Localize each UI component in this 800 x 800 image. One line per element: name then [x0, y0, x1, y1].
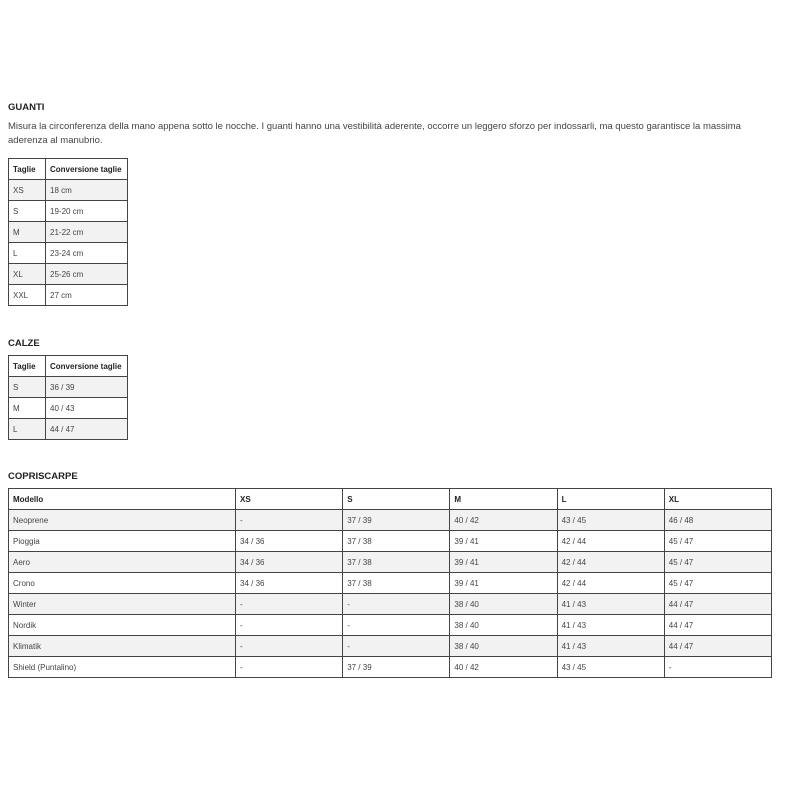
size-cell: - [236, 657, 343, 678]
table-row [9, 573, 772, 594]
size-cell: - [343, 615, 450, 636]
size-cell: M [9, 398, 46, 419]
table-row [9, 594, 772, 615]
table-header-row [9, 159, 128, 180]
size-cell: M [9, 222, 46, 243]
conversion-cell: 19-20 cm [46, 201, 128, 222]
size-cell: - [236, 594, 343, 615]
size-cell: 39 / 41 [450, 552, 557, 573]
table-row [9, 398, 128, 419]
size-cell: 34 / 36 [236, 552, 343, 573]
conversion-cell: 36 / 39 [46, 377, 128, 398]
conversion-cell: 18 cm [46, 180, 128, 201]
column-header: M [450, 489, 557, 510]
model-cell: Winter [9, 594, 236, 615]
table-row [9, 531, 772, 552]
table-row [9, 636, 772, 657]
overshoes-title: COPRISCARPE [8, 471, 78, 482]
size-cell: 37 / 38 [343, 552, 450, 573]
socks-size-table [8, 355, 128, 440]
size-cell: 40 / 42 [450, 510, 557, 531]
column-header: XS [236, 489, 343, 510]
column-header: Conversione taglie [46, 356, 128, 377]
size-cell: 38 / 40 [450, 594, 557, 615]
size-cell: 34 / 36 [236, 573, 343, 594]
model-cell: Shield (Puntalino) [9, 657, 236, 678]
size-cell: - [236, 615, 343, 636]
size-cell: XL [9, 264, 46, 285]
column-header: L [557, 489, 664, 510]
size-cell: L [9, 243, 46, 264]
size-cell: 34 / 36 [236, 531, 343, 552]
model-cell: Klimatik [9, 636, 236, 657]
size-cell: XS [9, 180, 46, 201]
size-cell: 39 / 41 [450, 573, 557, 594]
column-header: Conversione taglie [46, 159, 128, 180]
model-cell: Crono [9, 573, 236, 594]
table-row [9, 243, 128, 264]
table-row [9, 377, 128, 398]
table-header-row [9, 356, 128, 377]
size-cell: 37 / 38 [343, 531, 450, 552]
size-cell: 37 / 38 [343, 573, 450, 594]
table-header-row [9, 489, 772, 510]
conversion-cell: 40 / 43 [46, 398, 128, 419]
size-cell: 37 / 39 [343, 510, 450, 531]
table-row [9, 552, 772, 573]
column-header: Taglie [9, 159, 46, 180]
table-row [9, 419, 128, 440]
size-cell: 37 / 39 [343, 657, 450, 678]
conversion-cell: 44 / 47 [46, 419, 128, 440]
model-cell: Pioggia [9, 531, 236, 552]
size-cell: 40 / 42 [450, 657, 557, 678]
size-cell: 44 / 47 [664, 594, 771, 615]
socks-title: CALZE [8, 338, 40, 349]
size-cell: - [236, 636, 343, 657]
gloves-description: Misura la circonferenza della mano appena sotto le nocche. I guanti hanno una vestibilità aderente, occorre un leggero sforzo per indossarli, ma questo garantisce la massima aderenza al manubrio. [8, 121, 741, 146]
model-cell: Aero [9, 552, 236, 573]
size-cell: S [9, 377, 46, 398]
size-cell: 45 / 47 [664, 573, 771, 594]
gloves-size-table [8, 158, 128, 306]
column-header: Taglie [9, 356, 46, 377]
size-cell: 38 / 40 [450, 636, 557, 657]
column-header: S [343, 489, 450, 510]
table-row [9, 657, 772, 678]
size-cell: 44 / 47 [664, 615, 771, 636]
overshoes-size-table [8, 488, 772, 678]
conversion-cell: 25-26 cm [46, 264, 128, 285]
conversion-cell: 23-24 cm [46, 243, 128, 264]
column-header: XL [664, 489, 771, 510]
conversion-cell: 21-22 cm [46, 222, 128, 243]
size-cell: S [9, 201, 46, 222]
size-cell: 39 / 41 [450, 531, 557, 552]
table-row [9, 201, 128, 222]
size-cell: XXL [9, 285, 46, 306]
table-row [9, 285, 128, 306]
size-cell: 43 / 45 [557, 657, 664, 678]
size-cell: 46 / 48 [664, 510, 771, 531]
table-row [9, 510, 772, 531]
table-row [9, 615, 772, 636]
gloves-title: GUANTI [8, 102, 45, 113]
model-cell: Nordik [9, 615, 236, 636]
size-cell: - [343, 594, 450, 615]
size-cell: 41 / 43 [557, 636, 664, 657]
size-cell: 42 / 44 [557, 573, 664, 594]
size-cell: 42 / 44 [557, 552, 664, 573]
column-header: Modello [9, 489, 236, 510]
table-row [9, 180, 128, 201]
conversion-cell: 27 cm [46, 285, 128, 306]
size-cell: 41 / 43 [557, 615, 664, 636]
table-row [9, 222, 128, 243]
size-cell: L [9, 419, 46, 440]
model-cell: Neoprene [9, 510, 236, 531]
size-cell: 38 / 40 [450, 615, 557, 636]
size-cell: 43 / 45 [557, 510, 664, 531]
size-cell: - [236, 510, 343, 531]
size-cell: 45 / 47 [664, 552, 771, 573]
size-cell: - [664, 657, 771, 678]
size-cell: - [343, 636, 450, 657]
size-cell: 44 / 47 [664, 636, 771, 657]
size-cell: 45 / 47 [664, 531, 771, 552]
table-row [9, 264, 128, 285]
size-cell: 41 / 43 [557, 594, 664, 615]
size-cell: 42 / 44 [557, 531, 664, 552]
